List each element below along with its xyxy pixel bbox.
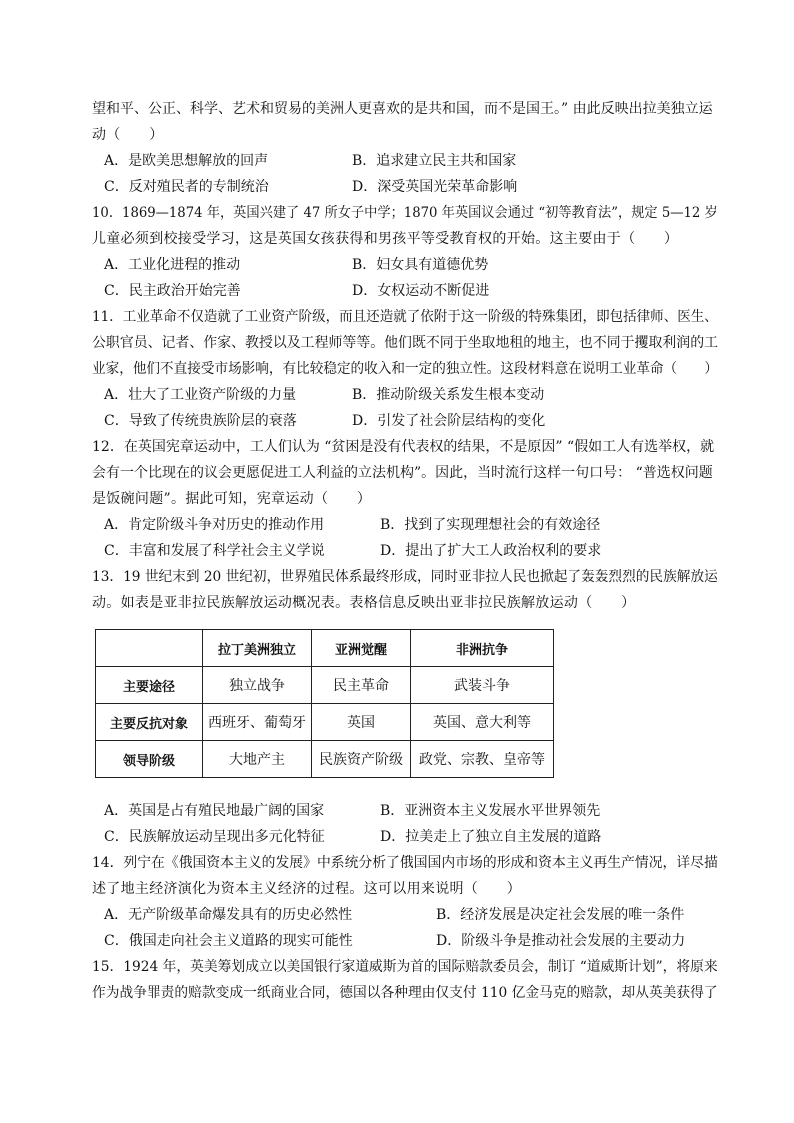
- q12-option-c: C．丰富和发展了科学社会主义学说: [104, 543, 325, 559]
- table-row-label: 主要反抗对象: [96, 704, 203, 741]
- table-row: [96, 741, 554, 778]
- q15-stem-line-1: 15．1924 年，英美筹划成立以美国银行家道威斯为首的国际赔款委员会，制订 “道威斯计划”，将原来: [92, 959, 718, 975]
- q12-stem-line-1: 12．在英国宪章运动中，工人们认为 “贫困是没有代表权的结果，不是原因” “假如工人有选举权，就: [92, 439, 715, 455]
- table-cell: 武装斗争: [411, 667, 554, 704]
- q9-option-b: B．追求建立民主共和国家: [352, 153, 517, 169]
- table-cell: 民族资产阶级: [312, 741, 411, 778]
- q11-option-c: C．导致了传统贵族阶层的衰落: [104, 413, 297, 429]
- q10-stem-line-1: 10．1869—1874 年，英国兴建了 47 所女子中学；1870 年英国议会通过 “初等教育法”，规定 5—12 岁: [92, 205, 718, 221]
- table-cell: 英国: [312, 704, 411, 741]
- table-header-row: [96, 630, 554, 667]
- q9-option-d: D．深受英国光荣革命影响: [352, 179, 518, 195]
- q11-option-a: A．壮大了工业资产阶级的力量: [104, 387, 297, 403]
- table-cell: 独立战争: [203, 667, 312, 704]
- q14-option-a: A．无产阶级革命爆发具有的历史必然性: [104, 907, 353, 923]
- q13-stem-line-2: 动。如表是亚非拉民族解放运动概况表。表格信息反映出亚非拉民族解放运动（ ）: [92, 595, 636, 611]
- table-header-cell: 亚洲觉醒: [312, 630, 411, 667]
- q12-option-a: A．肯定阶级斗争对历史的推动作用: [104, 517, 325, 533]
- q10-option-d: D．女权运动不断促进: [352, 283, 490, 299]
- table-header-cell: 非洲抗争: [411, 630, 554, 667]
- q11-option-b: B．推动阶级关系发生根本变动: [352, 387, 545, 403]
- q13-option-a: A．英国是占有殖民地最广阔的国家: [104, 803, 325, 819]
- table-header-cell: 拉丁美洲独立: [203, 630, 312, 667]
- q10-stem-line-2: 儿童必须到校接受学习，这是英国女孩获得和男孩平等受教育权的开始。这主要由于（ ）: [92, 231, 679, 247]
- q9-option-c: C．反对殖民者的专制统治: [104, 179, 269, 195]
- table-row: [96, 704, 554, 741]
- table-cell: 政党、宗教、皇帝等: [411, 741, 554, 778]
- q10-option-b: B．妇女具有道德优势: [352, 257, 489, 273]
- q12-stem-line-3: 是饭碗问题”。据此可知，宪章运动（ ）: [92, 491, 372, 507]
- q12-option-b: B．找到了实现理想社会的有效途径: [380, 517, 601, 533]
- q9-option-a: A．是欧美思想解放的回声: [104, 153, 269, 169]
- q9-stem-line-2: 动（ ）: [92, 127, 164, 143]
- q11-stem-line-2: 公职官员、记者、作家、教授以及工程师等等。他们既不同于坐取地租的地主，也不同于攫取利润的工: [92, 335, 719, 351]
- q14-option-d: D．阶级斗争是推动社会发展的主要动力: [436, 933, 686, 949]
- table-row-label: 主要途径: [96, 667, 203, 704]
- table-corner-cell: [96, 630, 203, 667]
- q11-stem-line-1: 11．工业革命不仅造就了工业资产阶级，而且还造就了依附于这一阶级的特殊集团，即包括律师、医生、: [92, 309, 718, 325]
- table-row: [96, 667, 554, 704]
- table-cell: 英国、意大利等: [411, 704, 554, 741]
- table-cell: 西班牙、葡萄牙: [203, 704, 312, 741]
- q10-option-a: A．工业化进程的推动: [104, 257, 241, 273]
- q14-option-c: C．俄国走向社会主义道路的现实可能性: [104, 933, 353, 949]
- q13-stem-line-1: 13．19 世纪末到 20 世纪初，世界殖民体系最终形成，同时亚非拉人民也掀起了轰轰烈烈的民族解放运: [92, 569, 718, 585]
- table-cell: 民主革命: [312, 667, 411, 704]
- table-cell: 大地产主: [203, 741, 312, 778]
- q15-stem-line-2: 作为战争罪责的赔款变成一纸商业合同，德国以各种理由仅支付 110 亿金马克的赔款，却从英美获得了: [92, 985, 718, 1001]
- q11-stem-line-3: 业家，他们不直接受市场影响，有比较稳定的收入和一定的独立性。这段材料意在说明工业革命（ ）: [92, 361, 718, 377]
- liberation-movement-table: [95, 629, 554, 778]
- q12-option-d: D．提出了扩大工人政治权利的要求: [380, 543, 602, 559]
- table-row-label: 领导阶级: [96, 741, 203, 778]
- q13-option-d: D．拉美走上了独立自主发展的道路: [380, 829, 602, 845]
- q10-option-c: C．民主政治开始完善: [104, 283, 241, 299]
- q11-option-d: D．引发了社会阶层结构的变化: [352, 413, 546, 429]
- q14-option-b: B．经济发展是决定社会发展的唯一条件: [436, 907, 685, 923]
- q13-option-c: C．民族解放运动呈现出多元化特征: [104, 829, 325, 845]
- q14-stem-line-1: 14．列宁在《俄国资本主义的发展》中系统分析了俄国国内市场的形成和资本主义再生产情况，详尽描: [92, 855, 718, 871]
- q14-stem-line-2: 述了地主经济演化为资本主义经济的过程。这可以用来说明（ ）: [92, 881, 521, 897]
- q9-stem-line-1: 望和平、公正、科学、艺术和贸易的美洲人更喜欢的是共和国，而不是国王。” 由此反映出拉美独立运: [92, 101, 713, 117]
- q13-option-b: B．亚洲资本主义发展水平世界领先: [380, 803, 601, 819]
- q12-stem-line-2: 会有一个比现在的议会更愿促进工人利益的立法机构”。因此，当时流行这样一句口号： “普选权问题: [92, 465, 713, 481]
